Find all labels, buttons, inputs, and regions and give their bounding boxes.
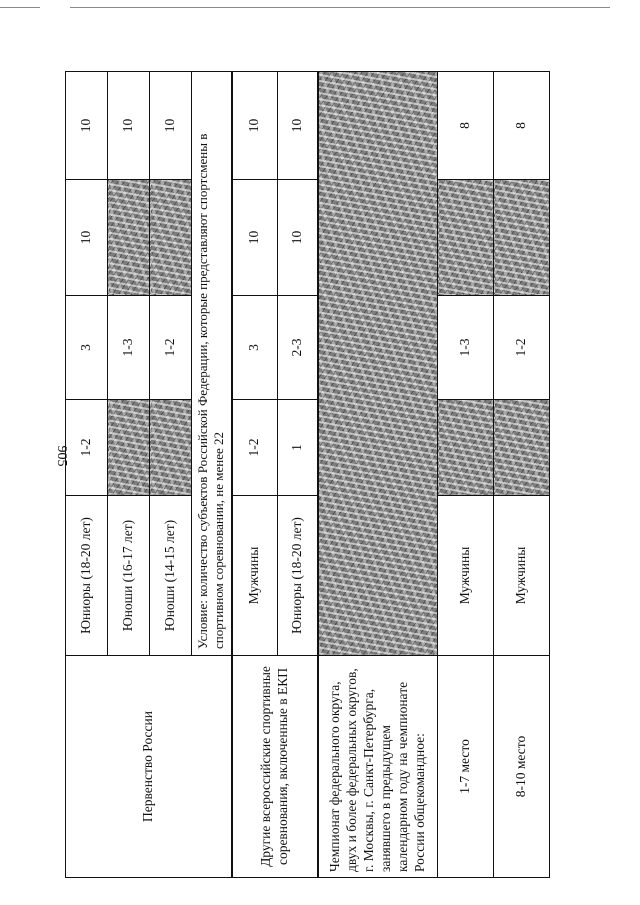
condition-text: Условие: количество субъектов Российской Федерации, которые представляют спортсмены в спортивном соревновании, не менее 22 — [192, 72, 232, 656]
group-cell: Юноши (14-15 лет) — [150, 496, 192, 656]
table-row — [318, 72, 438, 878]
group-cell: Мужчины — [232, 496, 278, 656]
shaded-cell — [108, 180, 150, 296]
value-cell: 8 — [494, 72, 550, 180]
shaded-cell — [494, 400, 550, 496]
value-cell: 8 — [438, 72, 494, 180]
value-cell: 1-2 — [150, 296, 192, 400]
group-cell: Мужчины — [494, 496, 550, 656]
value-cell: 1 — [278, 400, 318, 496]
value-cell: 1-3 — [108, 296, 150, 400]
value-cell: 10 — [278, 72, 318, 180]
shaded-cell — [108, 400, 150, 496]
section-other: Другие всероссийские спортивные соревнования, включенные в ЕКП — [232, 656, 318, 878]
value-cell: 10 — [108, 72, 150, 180]
shaded-cell — [150, 180, 192, 296]
table-row — [438, 72, 494, 878]
top-edge-line — [70, 7, 610, 8]
value-cell: 10 — [232, 72, 278, 180]
section-russia: Первенство России — [66, 656, 232, 878]
value-cell: 10 — [232, 180, 278, 296]
group-cell: Юниоры (18-20 лет) — [66, 496, 108, 656]
table-row — [66, 72, 108, 878]
group-cell: Юниоры (18-20 лет) — [278, 496, 318, 656]
value-cell: 10 — [150, 72, 192, 180]
value-cell: 1-2 — [232, 400, 278, 496]
section-federal: Чемпионат федерального округа, двух и более федеральных округов, г. Москвы, г. Санкт-Петербурга, занявшего в предыдущем календарном году на чемпионате России общекомандное: — [318, 656, 438, 878]
value-cell: 2-3 — [278, 296, 318, 400]
value-cell: 1-2 — [494, 296, 550, 400]
value-cell: 10 — [66, 180, 108, 296]
page-number: 905 — [54, 445, 69, 467]
rotated-table-wrapper — [65, 72, 529, 878]
shaded-cell — [494, 180, 550, 296]
qualification-table — [65, 71, 550, 878]
shaded-cell — [438, 180, 494, 296]
value-cell: 10 — [278, 180, 318, 296]
value-cell: 1-2 — [66, 400, 108, 496]
table-row — [232, 72, 278, 878]
value-cell: 3 — [232, 296, 278, 400]
group-cell: Юноши (16-17 лет) — [108, 496, 150, 656]
value-cell: 10 — [66, 72, 108, 180]
group-cell: Мужчины — [438, 496, 494, 656]
shaded-cell — [438, 400, 494, 496]
value-cell: 3 — [66, 296, 108, 400]
value-cell: 1-3 — [438, 296, 494, 400]
place-cell: 8-10 место — [494, 656, 550, 878]
table-row — [494, 72, 550, 878]
top-edge-line — [0, 7, 40, 8]
place-cell: 1-7 место — [438, 656, 494, 878]
shaded-cell — [318, 72, 438, 656]
shaded-cell — [150, 400, 192, 496]
